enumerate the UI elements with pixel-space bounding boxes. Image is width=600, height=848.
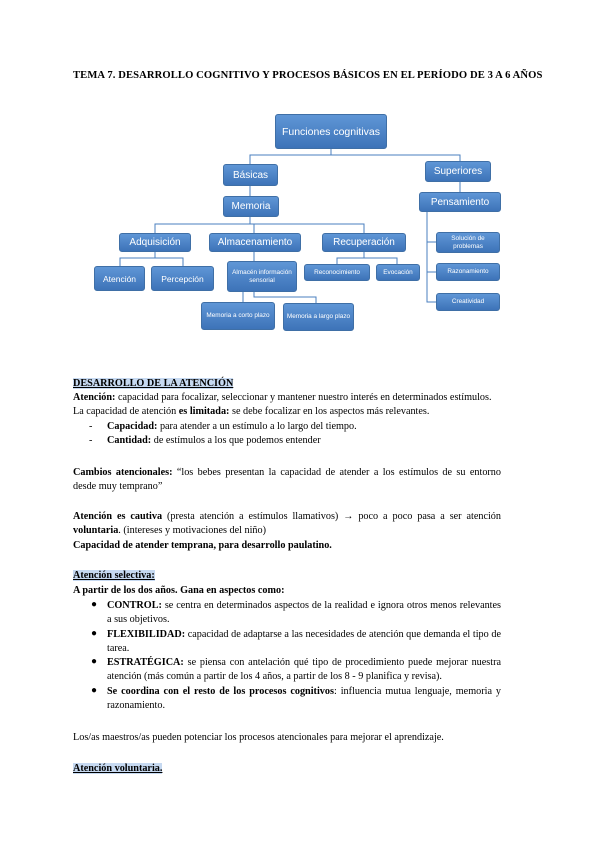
section-heading-desarrollo-atencion: DESARROLLO DE LA ATENCIÓN: [73, 378, 234, 389]
bullet-marker: ●: [91, 628, 98, 639]
bullet-coordina: Se coordina con el resto de los procesos cognitivos: influencia mutua lenguaje, memoria y razonamiento.: [107, 686, 501, 711]
node-adquisicion: Adquisición: [119, 233, 191, 252]
node-evocacion: Evocación: [376, 264, 420, 281]
node-memoria: Memoria: [223, 196, 279, 217]
node-almacenamiento: Almacenamiento: [209, 233, 301, 252]
node-pensamiento: Pensamiento: [419, 192, 501, 212]
bullet-marker: ●: [91, 656, 98, 667]
dash-marker: -: [89, 435, 93, 446]
paragraph-a-partir-dos-anos: A partir de los dos años. Gana en aspectos como:: [73, 585, 285, 596]
node-solucion-problemas: Solución de problemas: [436, 232, 500, 253]
node-almacen-informacion-sensorial: Almacén información sensorial: [227, 261, 297, 292]
document-title: TEMA 7. DESARROLLO COGNITIVO Y PROCESOS BÁSICOS EN EL PERÍODO DE 3 A 6 AÑOS: [73, 70, 543, 81]
node-reconocimiento: Reconocimiento: [304, 264, 370, 281]
list-item-cantidad: Cantidad: de estímulos a los que podemos entender: [107, 435, 321, 446]
node-percepcion: Percepción: [151, 266, 214, 291]
node-funciones-cognitivas: Funciones cognitivas: [275, 114, 387, 149]
section-heading-atencion-voluntaria: Atención voluntaria.: [73, 763, 163, 774]
node-razonamiento: Razonamiento: [436, 263, 500, 281]
node-recuperacion: Recuperación: [322, 233, 406, 252]
node-superiores: Superiores: [425, 161, 491, 182]
paragraph-atencion-cautiva: Atención es cautiva (presta atención a estímulos llamativos) → poco a poco pasa a ser atención voluntaria. (intereses y motivaciones del niño): [73, 511, 501, 536]
list-item-capacidad: Capacidad: para atender a un estímulo a lo largo del tiempo.: [107, 421, 357, 432]
section-heading-atencion-selectiva: Atención selectiva:: [73, 570, 155, 581]
node-memoria-largo-plazo: Memoria a largo plazo: [283, 303, 354, 331]
bullet-marker: ●: [91, 599, 98, 610]
paragraph-maestros: Los/as maestros/as pueden potenciar los procesos atencionales para mejorar el aprendizaje.: [73, 732, 444, 743]
node-memoria-corto-plazo: Memoria a corto plazo: [201, 302, 275, 330]
paragraph-cambios-atencionales: Cambios atencionales: “los bebes presentan la capacidad de atender a los estímulos de su entorno desde muy temprano”: [73, 467, 501, 492]
dash-marker: -: [89, 421, 93, 432]
bullet-control: CONTROL: se centra en determinados aspectos de la realidad e ignora otros menos relevantes a sus objetivos.: [107, 600, 501, 625]
paragraph-atencion-limitada: La capacidad de atención es limitada: se debe focalizar en los aspectos más relevantes.: [73, 406, 430, 417]
node-atencion: Atención: [94, 266, 145, 291]
node-creatividad: Creatividad: [436, 293, 500, 311]
bullet-estrategica: ESTRATÉGICA: se piensa con antelación qué tipo de procedimiento puede mejorar nuestra atención (más común a partir de los 4 años, a partir de los 8 - 9 planifica y revisa).: [107, 657, 501, 682]
bullet-marker: ●: [91, 685, 98, 696]
node-basicas: Básicas: [223, 164, 278, 186]
bullet-flexibilidad: FLEXIBILIDAD: capacidad de adaptarse a las necesidades de atención que demanda el tipo de tarea.: [107, 629, 501, 654]
paragraph-atencion-definition: Atención: capacidad para focalizar, seleccionar y mantener nuestro interés en determinados estímulos.: [73, 392, 492, 403]
paragraph-capacidad-temprana: Capacidad de atender temprana, para desarrollo paulatino.: [73, 540, 332, 551]
